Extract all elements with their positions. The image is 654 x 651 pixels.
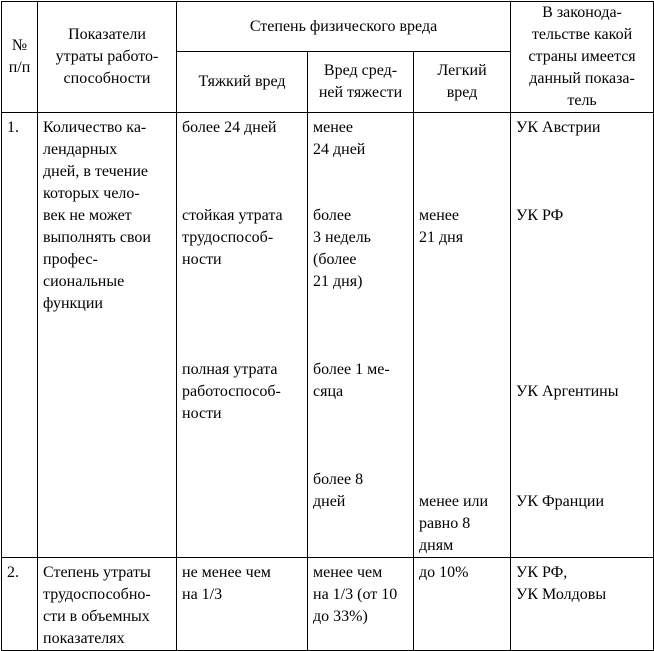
row1-law-3: УК Аргентины <box>516 383 619 400</box>
header-light: Легкий вред <box>437 62 487 102</box>
row1-law-1: УК Австрии <box>516 119 601 136</box>
row1-law-4: УК Франции <box>516 493 605 510</box>
row1-number-cell <box>2 113 38 558</box>
row1-law-2: УК РФ <box>516 207 564 224</box>
row1-light-cell <box>414 113 511 558</box>
row2-number: 2. <box>7 564 19 581</box>
header-medium: Вред сред- ней тяжести <box>318 62 403 102</box>
row1-severe-1: более 24 дней <box>182 119 277 136</box>
row2-law: УК РФ, УК Молдовы <box>516 564 607 603</box>
row2-light: до 10% <box>419 564 469 581</box>
row1-indicator: Количество ка- лендарных дней, в течение которых чело- век не может выполнять свои профес- сиональные функции <box>43 119 151 312</box>
header-number-cell <box>2 2 38 113</box>
row2-indicator: Степень утраты трудоспособно- сти в объемных показателях <box>43 564 151 647</box>
header-number: № п/п <box>8 37 31 76</box>
header-law-cell <box>511 2 654 113</box>
row1-severe-cell <box>177 113 308 558</box>
row2-law-cell <box>511 558 654 651</box>
row2-severe-cell <box>177 558 308 651</box>
row1-law-cell <box>511 113 654 558</box>
row2-medium: менее чем на 1/3 (от 10 до 33%) <box>313 564 398 625</box>
row1-severe-3: полная утрата работоспособ- ности <box>182 361 281 422</box>
header-severe: Тяжкий вред <box>198 73 286 91</box>
header-light-cell <box>414 52 511 113</box>
header-law: В законода- тельстве какой страны имеется данный показа- тель <box>528 4 636 109</box>
row2-indicator-cell <box>38 558 177 651</box>
harm-comparison-table <box>1 1 654 651</box>
row1-medium-3: более 1 ме- сяца <box>313 361 390 400</box>
row1-medium-4: более 8 дней <box>313 471 364 510</box>
row1-light-1: менее 21 дня <box>419 207 464 246</box>
row1-light-2: менее или равно 8 дням <box>419 493 489 554</box>
row2-number-cell <box>2 558 38 651</box>
row1-medium-2: более 3 недель (более 21 дня) <box>313 207 371 290</box>
row2-medium-cell <box>308 558 414 651</box>
header-indicator-cell <box>38 2 177 113</box>
header-degree-cell <box>177 2 511 52</box>
row2-severe: не менее чем на 1/3 <box>182 564 271 603</box>
header-degree: Степень физического вреда <box>249 17 438 35</box>
row1-medium-cell <box>308 113 414 558</box>
row1-indicator-cell <box>38 113 177 558</box>
header-indicator: Показатели утраты работо- способности <box>55 26 159 87</box>
row1-number: 1. <box>7 119 19 136</box>
row2-light-cell <box>414 558 511 651</box>
row1-medium-1: менее 24 дней <box>313 119 366 158</box>
header-medium-cell <box>308 52 414 113</box>
header-severe-cell <box>177 52 308 113</box>
row1-severe-2: стойкая утрата трудоспособ- ности <box>182 207 283 268</box>
